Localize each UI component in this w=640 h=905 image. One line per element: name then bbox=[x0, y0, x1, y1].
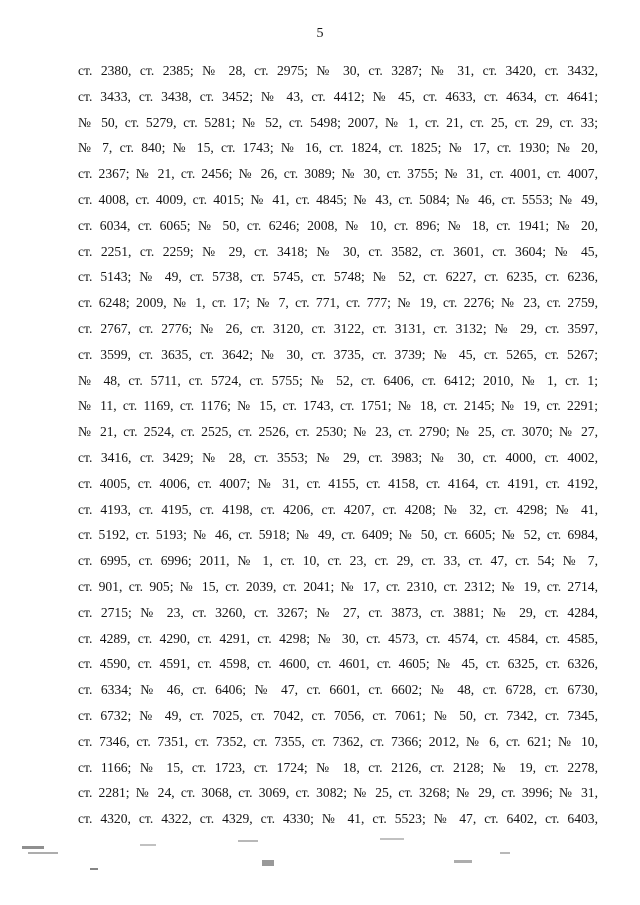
text-line: ст. 3599, ст. 3635, ст. 3642; № 30, ст. 3735, ст. 3739; № 45, ст. 5265, ст. 5267; bbox=[78, 346, 598, 362]
text-line: № 21, ст. 2524, ст. 2525, ст. 2526, ст. 2530; № 23, ст. 2790; № 25, ст. 3070; № 27, bbox=[78, 424, 598, 440]
text-line: № 11, ст. 1169, ст. 1176; № 15, ст. 1743, ст. 1751; № 18, ст. 2145; № 19, ст. 2291; bbox=[78, 398, 598, 414]
body-text bbox=[78, 58, 598, 832]
text-line: ст. 6034, ст. 6065; № 50, ст. 6246; 2008, № 10, ст. 896; № 18, ст. 1941; № 20, bbox=[78, 217, 598, 233]
text-line: ст. 5143; № 49, ст. 5738, ст. 5745, ст. 5748; № 52, ст. 6227, ст. 6235, ст. 6236, bbox=[78, 269, 598, 285]
text-line: ст. 2281; № 24, ст. 3068, ст. 3069, ст. 3082; № 25, ст. 3268; № 29, ст. 3996; № 31, bbox=[78, 785, 598, 801]
scan-artifacts bbox=[0, 820, 640, 905]
text-line: ст. 6995, ст. 6996; 2011, № 1, ст. 10, ст. 23, ст. 29, ст. 33, ст. 47, ст. 54; № 7, bbox=[78, 553, 598, 569]
text-line: ст. 4193, ст. 4195, ст. 4198, ст. 4206, ст. 4207, ст. 4208; № 32, ст. 4298; № 41, bbox=[78, 501, 598, 517]
text-line: ст. 6732; № 49, ст. 7025, ст. 7042, ст. 7056, ст. 7061; № 50, ст. 7342, ст. 7345, bbox=[78, 707, 598, 723]
text-line: ст. 6248; 2009, № 1, ст. 17; № 7, ст. 771, ст. 777; № 19, ст. 2276; № 23, ст. 2759, bbox=[78, 295, 598, 311]
text-line: № 7, ст. 840; № 15, ст. 1743; № 16, ст. 1824, ст. 1825; № 17, ст. 1930; № 20, bbox=[78, 140, 598, 156]
text-line: ст. 7346, ст. 7351, ст. 7352, ст. 7355, ст. 7362, ст. 7366; 2012, № 6, ст. 621; № 10, bbox=[78, 733, 598, 749]
text-line: ст. 2380, ст. 2385; № 28, ст. 2975; № 30, ст. 3287; № 31, ст. 3420, ст. 3432, bbox=[78, 63, 598, 78]
text-line: ст. 4289, ст. 4290, ст. 4291, ст. 4298; № 30, ст. 4573, ст. 4574, ст. 4584, ст. 4585, bbox=[78, 630, 598, 646]
text-line: ст. 1166; № 15, ст. 1723, ст. 1724; № 18, ст. 2126, ст. 2128; № 19, ст. 2278, bbox=[78, 759, 598, 775]
page-number: 5 bbox=[316, 26, 324, 41]
text-line: ст. 4008, ст. 4009, ст. 4015; № 41, ст. 4845; № 43, ст. 5084; № 46, ст. 5553; № 49, bbox=[78, 191, 598, 207]
text-line: ст. 4005, ст. 4006, ст. 4007; № 31, ст. 4155, ст. 4158, ст. 4164, ст. 4191, ст. 4192, bbox=[78, 475, 598, 491]
text-line: ст. 4590, ст. 4591, ст. 4598, ст. 4600, ст. 4601, ст. 4605; № 45, ст. 6325, ст. 6326, bbox=[78, 656, 598, 672]
text-line: ст. 2251, ст. 2259; № 29, ст. 3418; № 30, ст. 3582, ст. 3601, ст. 3604; № 45, bbox=[78, 243, 598, 259]
text-line: ст. 3416, ст. 3429; № 28, ст. 3553; № 29, ст. 3983; № 30, ст. 4000, ст. 4002, bbox=[78, 449, 598, 465]
text-line: ст. 2367; № 21, ст. 2456; № 26, ст. 3089; № 30, ст. 3755; № 31, ст. 4001, ст. 4007, bbox=[78, 166, 598, 182]
text-line: ст. 901, ст. 905; № 15, ст. 2039, ст. 2041; № 17, ст. 2310, ст. 2312; № 19, ст. 2714, bbox=[78, 578, 598, 594]
text-line: № 48, ст. 5711, ст. 5724, ст. 5755; № 52, ст. 6406, ст. 6412; 2010, № 1, ст. 1; bbox=[78, 372, 598, 388]
text-line: ст. 5192, ст. 5193; № 46, ст. 5918; № 49, ст. 6409; № 50, ст. 6605; № 52, ст. 6984, bbox=[78, 527, 598, 543]
text-line: ст. 6334; № 46, ст. 6406; № 47, ст. 6601, ст. 6602; № 48, ст. 6728, ст. 6730, bbox=[78, 682, 598, 698]
text-line: ст. 3433, ст. 3438, ст. 3452; № 43, ст. 4412; № 45, ст. 4633, ст. 4634, ст. 4641; bbox=[78, 88, 598, 104]
text-line: ст. 4320, ст. 4322, ст. 4329, ст. 4330; № 41, ст. 5523; № 47, ст. 6402, ст. 6403, bbox=[78, 811, 598, 827]
text-line: ст. 2767, ст. 2776; № 26, ст. 3120, ст. 3122, ст. 3131, ст. 3132; № 29, ст. 3597, bbox=[78, 320, 598, 336]
text-line: ст. 2715; № 23, ст. 3260, ст. 3267; № 27, ст. 3873, ст. 3881; № 29, ст. 4284, bbox=[78, 604, 598, 620]
text-line: № 50, ст. 5279, ст. 5281; № 52, ст. 5498; 2007, № 1, ст. 21, ст. 25, ст. 29, ст. 33; bbox=[78, 114, 598, 130]
